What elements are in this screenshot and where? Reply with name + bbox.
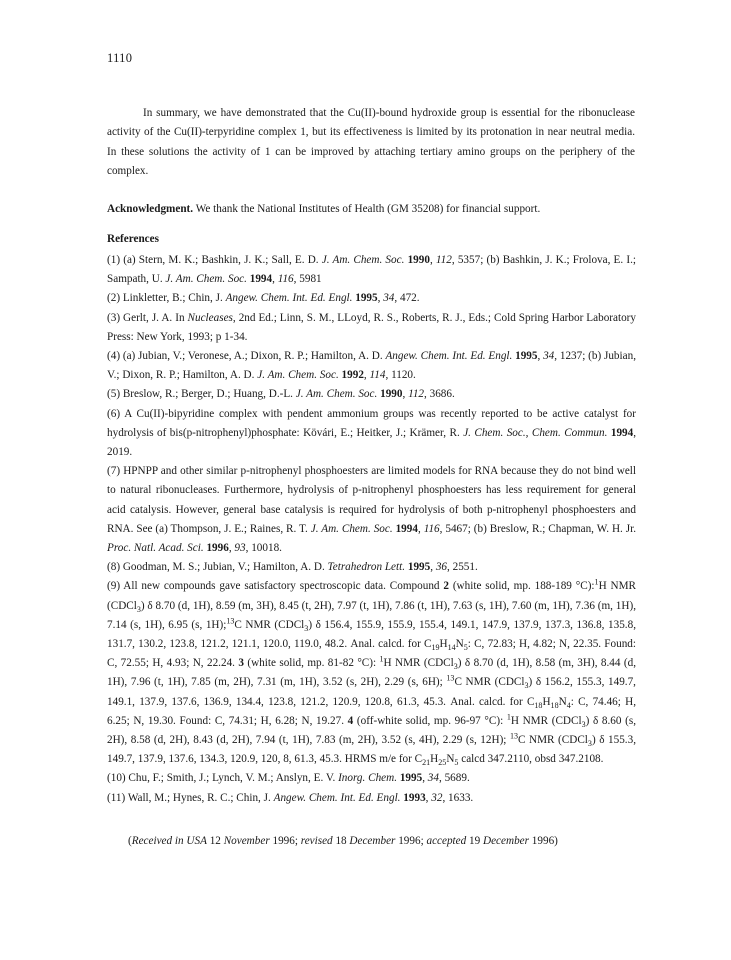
reference-4: (4) (a) Jubian, V.; Veronese, A.; Dixon, R. P.; Hamilton, A. D. Angew. Chem. Int. Ed. Engl. 1995, 34, 1237; (b) Jubian, V.; Dixon, R. P.; Hamilton, A. D. J. Am. Chem. Soc. 1992, 114, 1120. [107, 350, 636, 382]
reference-2: (2) Linkletter, B.; Chin, J. Angew. Chem. Int. Ed. Engl. 1995, 34, 472. [107, 292, 420, 305]
summary-paragraph: In summary, we have demonstrated that the Cu(II)-bound hydroxide group is essential for the ribonuclease activity of the Cu(II)-terpyridine complex 1, but its effectiveness is limited by its protonation in near neutral media. In these solutions the activity of 1 can be improved by attaching tertiary amino groups on the periphery of the complex. [107, 107, 635, 178]
reference-8: (8) Goodman, M. S.; Jubian, V.; Hamilton, A. D. Tetrahedron Lett. 1995, 36, 2551. [107, 561, 478, 574]
reference-11: (11) Wall, M.; Hynes, R. C.; Chin, J. Angew. Chem. Int. Ed. Engl. 1993, 32, 1633. [107, 791, 474, 804]
received-dates: (Received in USA 12 November 1996; revised 18 December 1996; accepted 19 December 1996) [128, 835, 558, 847]
reference-5: (5) Breslow, R.; Berger, D.; Huang, D.-L. J. Am. Chem. Soc. 1990, 112, 3686. [107, 388, 455, 401]
page-number: 1110 [107, 51, 133, 65]
acknowledgment-label: Acknowledgment. [107, 203, 194, 215]
references-heading: References [107, 233, 159, 245]
reference-3: (3) Gerlt, J. A. In Nucleases, 2nd Ed.; Linn, S. M., LLoyd, R. S., Roberts, R. J., Eds.; Cold Spring Harbor Laboratory Press: New York, 1993; p 1-34. [107, 311, 636, 343]
reference-9: (9) All new compounds gave satisfactory spectroscopic data. Compound 2 (white solid, mp. 188-189 °C):$^1$H NMR (CDCl$_3$) δ 8.70 (d, 1H), 8.59 (m, 3H), 8.45 (t, 2H), 7.97 (t, 1H), 7.86 (t, 1H), 7.63 (s, 1H), 7.60 (m, 1H), 7.36 (m, 1H), 7.14 (s, 1H), 6.95 (s, 1H);$^{13}$C NMR (CDCl$_3$) δ 156.4, 155.9, 155.9, 155.4, 149.1, 147.9, 137.9, 137.3, 136.8, 135.8, 131.7, 130.2, 123.8, 121.2, 121.1, 120.0, 119.0, 48.2. Anal. calcd. for $C_{19}H_{14}N_5$: C, 72.83; H, 4.82; N, 22.35. Found: C, 72.55; H, 4.93; N, 22.24. 3 (white solid, mp. 81-82 °C): $^1$H NMR (CDCl$_3$) δ 8.70 (d, 1H), 8.58 (m, 3H), 8.44 (d, 1H), 7.96 (t, 1H), 7.85 (m, 2H), 7.31 (m, 1H), 3.52 (s, 2H), 2.29 (s, 6H); $^{13}$C NMR (CDCl$_3$) δ 156.2, 155.3, 149.7, 149.1, 137.9, 137.6, 136.9, 134.4, 123.8, 121.2, 120.9, 120.8, 61.3, 45.3. Anal. calcd. for $C_{18}H_{18}N_4$: C, 74.46; H, 6.25; N, 19.30. Found: C, 74.31; H, 6.28; N, 19.27. 4 (off-white solid, mp. 96-97 °C): $^1$H NMR (CDCl$_3$) δ 8.60 (s, 2H), 8.58 (d, 2H), 8.43 (d, 2H), 7.94 (t, 1H), 7.83 (m, 2H), 3.52 (s, 4H), 2.29 (s, 12H); $^{13}$C NMR (CDCl$_3$) δ 155.3, 149.7, 137.9, 137.6, 134.3, 120.9, 120, 8, 61.3, 45.3. HRMS m/e for $C_{21}H_{25}N_5$ calcd 347.2110, obsd 347.2108. [107, 577, 636, 768]
reference-6: (6) A Cu(II)-bipyridine complex with pendent ammonium groups was recently reported to be active catalyst for hydrolysis of bis(p-nitrophenyl)phosphate: Kövári, E.; Heitker, J.; Krämer, R. J. Chem. Soc., Chem. Commun. 1994, 2019. [107, 407, 637, 459]
reference-7: (7) HPNPP and other similar p-nitrophenyl phosphoesters are limited models for RNA because they do not bind well to natural ribonucleases. Furthermore, hydrolysis of p-nitrophenyl phosphoesters has less requirement for general acid catalysis. However, general base catalysis is required for hydrolysis of both p-nitrophenyl phosphoesters and RNA. See (a) Thompson, J. E.; Raines, R. T. J. Am. Chem. Soc. 1994, 116, 5467; (b) Breslow, R.; Chapman, W. H. Jr. Proc. Natl. Acad. Sci. 1996, 93, 10018. [107, 465, 637, 555]
acknowledgment [107, 200, 635, 219]
reference-10: (10) Chu, F.; Smith, J.; Lynch, V. M.; Anslyn, E. V. Inorg. Chem. 1995, 34, 5689. [107, 772, 470, 785]
acknowledgment-text: We thank the National Institutes of Health (GM 35208) for financial support. [195, 203, 541, 215]
reference-1: (1) (a) Stern, M. K.; Bashkin, J. K.; Sall, E. D. J. Am. Chem. Soc. 1990, 112, 5357; (b) Bashkin, J. K.; Frolova, E. I.; Sampath, U. J. Am. Chem. Soc. 1994, 116, 5981 [107, 254, 636, 286]
references-list [107, 251, 636, 808]
